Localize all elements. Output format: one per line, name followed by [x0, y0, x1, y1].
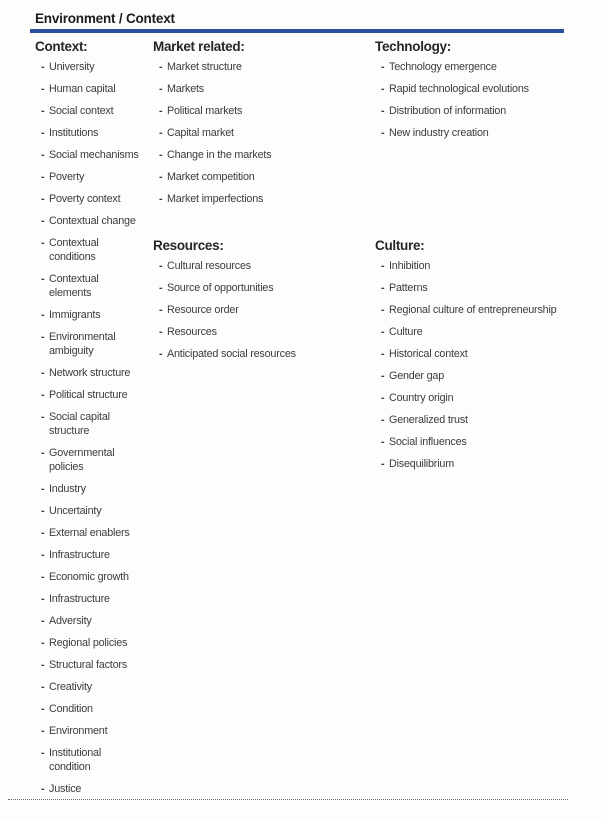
- item-label: Technology emergence: [389, 61, 497, 73]
- bullet-dash: -: [41, 171, 45, 183]
- group-heading-technology: Technology:: [375, 39, 451, 54]
- bullet-dash: -: [41, 505, 45, 517]
- list-item: [159, 104, 375, 118]
- list-item: [381, 303, 566, 317]
- bullet-dash: -: [41, 83, 45, 95]
- list-item: [41, 548, 153, 562]
- list-item: [381, 325, 566, 339]
- item-label: Capital market: [167, 127, 234, 139]
- bullet-dash: -: [381, 83, 385, 95]
- item-label: Country origin: [389, 392, 454, 404]
- bullet-dash: -: [41, 659, 45, 671]
- item-label: Creativity: [49, 681, 92, 693]
- list-item: [41, 104, 153, 118]
- bullet-dash: -: [159, 304, 163, 316]
- item-label: Cultural resources: [167, 260, 252, 272]
- item-label: Immigrants: [49, 309, 101, 321]
- item-label: Environment: [49, 725, 108, 737]
- item-label: Patterns: [389, 282, 428, 294]
- bullet-dash: -: [159, 83, 163, 95]
- item-label: Environmental ambiguity: [49, 331, 116, 357]
- bullet-dash: -: [381, 436, 385, 448]
- bullet-dash: -: [41, 637, 45, 649]
- list-item: [41, 60, 153, 74]
- bullet-dash: -: [41, 215, 45, 227]
- item-label: Network structure: [49, 367, 131, 379]
- bullet-dash: -: [41, 549, 45, 561]
- item-label: Resource order: [167, 304, 239, 316]
- group-heading-market-related: Market related:: [153, 39, 245, 54]
- context-list: [35, 60, 153, 796]
- bullet-dash: -: [381, 260, 385, 272]
- bullet-dash: -: [381, 326, 385, 338]
- item-label: Social context: [49, 105, 114, 117]
- bullet-dash: -: [41, 127, 45, 139]
- bullet-dash: -: [159, 260, 163, 272]
- list-item: [41, 570, 153, 584]
- bullet-dash: -: [41, 681, 45, 693]
- list-item: [381, 347, 566, 361]
- item-label: Industry: [49, 483, 86, 495]
- item-label: Market structure: [167, 61, 242, 73]
- column-market-resources: [153, 39, 375, 804]
- bullet-dash: -: [41, 483, 45, 495]
- item-label: Institutions: [49, 127, 99, 139]
- list-item: [381, 457, 566, 471]
- item-label: Market imperfections: [167, 193, 264, 205]
- group-heading-context: Context:: [35, 39, 88, 54]
- bullet-dash: -: [41, 61, 45, 73]
- item-label: Gender gap: [389, 370, 445, 382]
- bullet-dash: -: [159, 149, 163, 161]
- list-item: [41, 410, 153, 438]
- list-item: [41, 702, 153, 716]
- list-item: [381, 82, 566, 96]
- list-item: [41, 504, 153, 518]
- item-label: Infrastructure: [49, 549, 110, 561]
- item-label: Culture: [389, 326, 423, 338]
- group-culture: [375, 238, 566, 471]
- list-item: [41, 214, 153, 228]
- bullet-dash: -: [381, 105, 385, 117]
- bullet-dash: -: [41, 367, 45, 379]
- list-item: [41, 658, 153, 672]
- list-item: [381, 391, 566, 405]
- bullet-dash: -: [41, 105, 45, 117]
- item-label: External enablers: [49, 527, 130, 539]
- bullet-dash: -: [41, 783, 45, 795]
- bullet-dash: -: [159, 61, 163, 73]
- bullet-dash: -: [381, 127, 385, 139]
- item-label: Social mechanisms: [49, 149, 139, 161]
- list-item: [381, 281, 566, 295]
- list-item: [159, 303, 375, 317]
- bullet-dash: -: [381, 282, 385, 294]
- bullet-dash: -: [41, 725, 45, 737]
- list-item: [381, 104, 566, 118]
- item-label: Distribution of information: [389, 105, 507, 117]
- item-label: Justice: [49, 783, 82, 795]
- list-item: [159, 325, 375, 339]
- bullet-dash: -: [41, 593, 45, 605]
- item-label: Poverty: [49, 171, 85, 183]
- item-label: Contextual change: [49, 215, 136, 227]
- list-item: [381, 126, 566, 140]
- item-label: Market competition: [167, 171, 255, 183]
- item-label: Governmental policies: [49, 447, 115, 473]
- list-item: [41, 366, 153, 380]
- list-item: [41, 482, 153, 496]
- market-related-list: [153, 60, 375, 206]
- bullet-dash: -: [41, 615, 45, 627]
- bullet-dash: -: [381, 458, 385, 470]
- list-item: [41, 526, 153, 540]
- group-technology: [375, 39, 566, 238]
- list-item: [41, 388, 153, 402]
- list-item: [41, 148, 153, 162]
- item-label: Infrastructure: [49, 593, 110, 605]
- list-item: [41, 614, 153, 628]
- bullet-dash: -: [41, 703, 45, 715]
- list-item: [41, 724, 153, 738]
- item-label: Markets: [167, 83, 204, 95]
- group-market-related: [153, 39, 375, 238]
- list-item: [41, 592, 153, 606]
- list-item: [381, 435, 566, 449]
- bullet-dash: -: [159, 348, 163, 360]
- item-label: Disequilibrium: [389, 458, 455, 470]
- bullet-dash: -: [41, 273, 45, 285]
- column-technology-culture: [375, 39, 566, 804]
- bullet-dash: -: [381, 304, 385, 316]
- list-item: [381, 413, 566, 427]
- column-context: [35, 39, 153, 804]
- list-item: [381, 259, 566, 273]
- group-heading-culture: Culture:: [375, 238, 425, 253]
- list-item: [41, 308, 153, 322]
- bullet-dash: -: [381, 61, 385, 73]
- bullet-dash: -: [41, 747, 45, 759]
- list-item: [41, 192, 153, 206]
- item-label: Political markets: [167, 105, 243, 117]
- item-label: Resources: [167, 326, 217, 338]
- list-item: [41, 746, 153, 774]
- item-label: Political structure: [49, 389, 128, 401]
- item-label: Inhibition: [389, 260, 431, 272]
- item-label: Generalized trust: [389, 414, 468, 426]
- item-label: Contextual conditions: [49, 237, 99, 263]
- item-label: Social influences: [389, 436, 467, 448]
- item-label: Structural factors: [49, 659, 128, 671]
- item-label: Condition: [49, 703, 93, 715]
- item-label: Anticipated social resources: [167, 348, 296, 360]
- page-title: Environment / Context: [35, 11, 175, 26]
- list-item: [159, 281, 375, 295]
- item-label: Source of opportunities: [167, 282, 274, 294]
- bullet-dash: -: [41, 411, 45, 423]
- bullet-dash: -: [159, 171, 163, 183]
- bullet-dash: -: [41, 309, 45, 321]
- bullet-dash: -: [381, 392, 385, 404]
- list-item: [159, 192, 375, 206]
- list-item: [159, 148, 375, 162]
- list-item: [159, 259, 375, 273]
- list-item: [41, 782, 153, 796]
- resources-list: [153, 259, 375, 361]
- group-heading-resources: Resources:: [153, 238, 224, 253]
- bullet-dash: -: [159, 127, 163, 139]
- item-label: Social capital structure: [49, 411, 110, 437]
- bullet-dash: -: [41, 527, 45, 539]
- group-resources: [153, 238, 375, 361]
- list-item: [41, 680, 153, 694]
- list-item: [159, 170, 375, 184]
- bullet-dash: -: [381, 348, 385, 360]
- bullet-dash: -: [381, 370, 385, 382]
- list-item: [41, 272, 153, 300]
- item-label: Adversity: [49, 615, 92, 627]
- bottom-dotted-rule: [8, 799, 568, 800]
- bullet-dash: -: [41, 571, 45, 583]
- list-item: [159, 347, 375, 361]
- item-label: Rapid technological evolutions: [389, 83, 529, 95]
- culture-list: [375, 259, 566, 471]
- bullet-dash: -: [381, 414, 385, 426]
- item-label: University: [49, 61, 95, 73]
- bullet-dash: -: [41, 149, 45, 161]
- list-item: [159, 82, 375, 96]
- list-item: [159, 126, 375, 140]
- item-label: Regional policies: [49, 637, 128, 649]
- bullet-dash: -: [41, 331, 45, 343]
- item-label: Institutional condition: [49, 747, 102, 773]
- content-columns: [35, 39, 566, 804]
- bullet-dash: -: [41, 237, 45, 249]
- bullet-dash: -: [41, 447, 45, 459]
- item-label: Uncertainty: [49, 505, 102, 517]
- item-label: Regional culture of entrepreneurship: [389, 304, 557, 316]
- bullet-dash: -: [159, 105, 163, 117]
- list-item: [41, 446, 153, 474]
- item-label: Human capital: [49, 83, 116, 95]
- group-context: [35, 39, 153, 796]
- item-label: Contextual elements: [49, 273, 99, 299]
- list-item: [41, 82, 153, 96]
- bullet-dash: -: [41, 389, 45, 401]
- item-label: Economic growth: [49, 571, 129, 583]
- list-item: [41, 330, 153, 358]
- bullet-dash: -: [41, 193, 45, 205]
- item-label: Poverty context: [49, 193, 121, 205]
- accent-rule: [30, 29, 564, 33]
- bullet-dash: -: [159, 193, 163, 205]
- item-label: New industry creation: [389, 127, 489, 139]
- list-item: [41, 236, 153, 264]
- list-item: [381, 60, 566, 74]
- bullet-dash: -: [159, 282, 163, 294]
- list-item: [381, 369, 566, 383]
- item-label: Change in the markets: [167, 149, 272, 161]
- bullet-dash: -: [159, 326, 163, 338]
- list-item: [41, 170, 153, 184]
- list-item: [159, 60, 375, 74]
- item-label: Historical context: [389, 348, 468, 360]
- list-item: [41, 636, 153, 650]
- list-item: [41, 126, 153, 140]
- technology-list: [375, 60, 566, 140]
